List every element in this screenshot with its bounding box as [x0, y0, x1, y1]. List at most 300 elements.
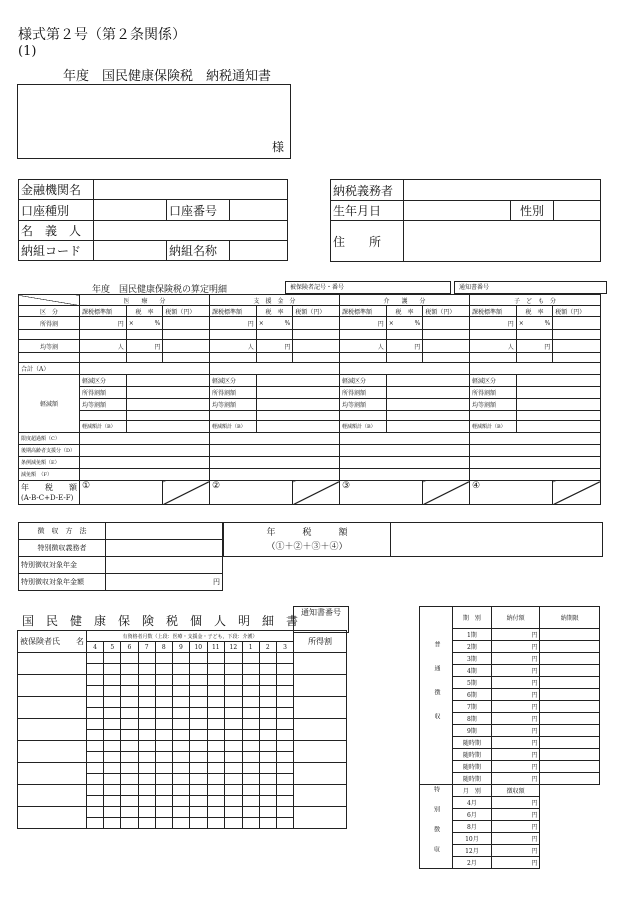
month-cell[interactable]	[225, 741, 243, 752]
month-cell[interactable]	[104, 708, 121, 719]
keigen-cell[interactable]	[256, 387, 339, 399]
period-due[interactable]	[540, 737, 600, 749]
month-cell[interactable]	[121, 697, 138, 708]
reduction-cell[interactable]	[469, 469, 600, 481]
month-cell[interactable]	[242, 752, 259, 763]
month-cell[interactable]	[190, 741, 208, 752]
income-split-cell[interactable]	[294, 741, 347, 763]
period-due[interactable]	[540, 677, 600, 689]
insured-name-cell[interactable]	[18, 697, 87, 719]
month-cell[interactable]	[155, 763, 172, 774]
month-cell[interactable]	[225, 730, 243, 741]
month-cell[interactable]	[225, 653, 243, 664]
month-cell[interactable]	[276, 697, 293, 708]
reduction-cell[interactable]	[339, 445, 469, 457]
month-cell[interactable]	[276, 730, 293, 741]
month-cell[interactable]	[207, 664, 225, 675]
keigen-cell[interactable]	[386, 421, 469, 433]
keigen-cell[interactable]	[126, 421, 209, 433]
month-cell[interactable]	[242, 719, 259, 730]
month-cell[interactable]	[138, 730, 155, 741]
month-cell[interactable]	[172, 796, 189, 807]
month-cell[interactable]	[242, 708, 259, 719]
month-cell[interactable]	[242, 763, 259, 774]
annual-total-field[interactable]	[392, 523, 602, 556]
keigen-cell[interactable]	[516, 421, 600, 433]
month-amount[interactable]: 円	[491, 821, 540, 833]
tax-cell[interactable]	[553, 317, 601, 330]
month-cell[interactable]	[276, 686, 293, 697]
month-cell[interactable]	[155, 774, 172, 785]
month-cell[interactable]	[87, 675, 104, 686]
month-cell[interactable]	[87, 653, 104, 664]
keigen-cell[interactable]	[126, 375, 209, 387]
month-cell[interactable]	[87, 763, 104, 774]
insured-number-box[interactable]	[285, 281, 451, 294]
month-cell[interactable]	[138, 686, 155, 697]
reduction-cell[interactable]	[80, 433, 210, 445]
month-cell[interactable]	[138, 697, 155, 708]
month-cell[interactable]	[225, 708, 243, 719]
month-cell[interactable]	[138, 807, 155, 818]
month-cell[interactable]	[172, 697, 189, 708]
month-cell[interactable]	[207, 741, 225, 752]
keigen-cell[interactable]	[126, 387, 209, 399]
annual-tax-3[interactable]	[339, 481, 422, 505]
yen-cell[interactable]: 円	[256, 340, 293, 353]
period-due[interactable]	[540, 761, 600, 773]
month-cell[interactable]	[276, 752, 293, 763]
special-duty-field[interactable]	[106, 540, 223, 557]
month-cell[interactable]	[87, 697, 104, 708]
month-cell[interactable]	[121, 741, 138, 752]
month-cell[interactable]	[207, 752, 225, 763]
month-cell[interactable]	[225, 675, 243, 686]
month-cell[interactable]	[155, 785, 172, 796]
period-due[interactable]	[540, 701, 600, 713]
period-due[interactable]	[540, 665, 600, 677]
month-cell[interactable]	[259, 686, 276, 697]
month-cell[interactable]	[172, 741, 189, 752]
annual-tax-1[interactable]	[80, 481, 163, 505]
month-cell[interactable]	[225, 796, 243, 807]
month-cell[interactable]	[259, 719, 276, 730]
month-cell[interactable]	[225, 686, 243, 697]
holder-field[interactable]	[94, 221, 288, 241]
month-cell[interactable]	[190, 752, 208, 763]
month-cell[interactable]	[155, 741, 172, 752]
month-cell[interactable]	[104, 774, 121, 785]
month-cell[interactable]	[121, 774, 138, 785]
month-cell[interactable]	[276, 675, 293, 686]
month-cell[interactable]	[104, 719, 121, 730]
month-cell[interactable]	[242, 686, 259, 697]
month-cell[interactable]	[190, 653, 208, 664]
reduction-cell[interactable]	[469, 445, 600, 457]
total-cell[interactable]	[469, 363, 600, 375]
period-amount[interactable]: 円	[491, 737, 540, 749]
period-amount[interactable]: 円	[491, 665, 540, 677]
total-cell[interactable]	[209, 363, 339, 375]
month-cell[interactable]	[138, 796, 155, 807]
period-amount[interactable]: 円	[491, 713, 540, 725]
month-cell[interactable]	[242, 675, 259, 686]
month-cell[interactable]	[190, 730, 208, 741]
period-amount[interactable]: 円	[491, 653, 540, 665]
month-cell[interactable]	[87, 807, 104, 818]
month-cell[interactable]	[104, 730, 121, 741]
yen-cell[interactable]: 円	[386, 340, 423, 353]
month-cell[interactable]	[259, 708, 276, 719]
month-cell[interactable]	[242, 818, 259, 829]
month-cell[interactable]	[138, 664, 155, 675]
tax-cell[interactable]	[423, 317, 470, 330]
month-cell[interactable]	[155, 796, 172, 807]
reduction-cell[interactable]	[339, 457, 469, 469]
month-cell[interactable]	[190, 807, 208, 818]
month-cell[interactable]	[259, 774, 276, 785]
month-cell[interactable]	[121, 807, 138, 818]
annual-tax-4[interactable]	[469, 481, 552, 505]
yen-cell[interactable]: 円	[80, 317, 127, 330]
month-cell[interactable]	[242, 796, 259, 807]
month-cell[interactable]	[121, 752, 138, 763]
period-due[interactable]	[540, 749, 600, 761]
month-cell[interactable]	[121, 653, 138, 664]
month-cell[interactable]	[259, 763, 276, 774]
month-cell[interactable]	[104, 664, 121, 675]
month-cell[interactable]	[121, 730, 138, 741]
insured-name-cell[interactable]	[18, 653, 87, 675]
month-cell[interactable]	[190, 818, 208, 829]
yen-cell[interactable]: 円	[209, 317, 256, 330]
month-cell[interactable]	[87, 785, 104, 796]
month-cell[interactable]	[172, 774, 189, 785]
month-cell[interactable]	[225, 785, 243, 796]
month-cell[interactable]	[87, 741, 104, 752]
rate-cell[interactable]	[126, 317, 163, 330]
month-cell[interactable]	[225, 807, 243, 818]
reduction-cell[interactable]	[469, 457, 600, 469]
income-split-cell[interactable]	[294, 675, 347, 697]
person-cell[interactable]: 人	[469, 340, 516, 353]
notice-number-box[interactable]	[454, 281, 607, 294]
month-cell[interactable]	[276, 774, 293, 785]
month-cell[interactable]	[207, 785, 225, 796]
month-cell[interactable]	[155, 719, 172, 730]
month-cell[interactable]	[242, 664, 259, 675]
reduction-cell[interactable]	[209, 469, 339, 481]
tax-cell[interactable]	[423, 340, 470, 353]
month-cell[interactable]	[121, 675, 138, 686]
month-cell[interactable]	[172, 686, 189, 697]
month-cell[interactable]	[242, 774, 259, 785]
yen-cell[interactable]: 円	[516, 340, 553, 353]
person-cell[interactable]: 人	[80, 340, 127, 353]
month-cell[interactable]	[276, 763, 293, 774]
keigen-cell[interactable]	[256, 421, 339, 433]
income-split-cell[interactable]	[294, 763, 347, 785]
bank-field[interactable]	[94, 180, 288, 200]
month-cell[interactable]	[138, 653, 155, 664]
month-cell[interactable]	[155, 697, 172, 708]
period-due[interactable]	[540, 725, 600, 737]
month-cell[interactable]	[104, 697, 121, 708]
gender-field[interactable]	[554, 201, 601, 221]
month-cell[interactable]	[87, 752, 104, 763]
month-cell[interactable]	[87, 796, 104, 807]
rate-cell[interactable]	[516, 317, 553, 330]
month-cell[interactable]	[172, 818, 189, 829]
month-cell[interactable]	[259, 785, 276, 796]
month-cell[interactable]	[259, 796, 276, 807]
insured-name-cell[interactable]	[18, 785, 87, 807]
period-amount[interactable]: 円	[491, 701, 540, 713]
reduction-cell[interactable]	[80, 445, 210, 457]
month-cell[interactable]	[276, 785, 293, 796]
month-cell[interactable]	[104, 796, 121, 807]
month-cell[interactable]	[207, 796, 225, 807]
keigen-cell[interactable]	[386, 387, 469, 399]
month-cell[interactable]	[155, 675, 172, 686]
month-cell[interactable]	[276, 719, 293, 730]
keigen-cell[interactable]	[516, 387, 600, 399]
month-cell[interactable]	[190, 697, 208, 708]
month-cell[interactable]	[138, 763, 155, 774]
month-cell[interactable]	[121, 785, 138, 796]
month-cell[interactable]	[242, 730, 259, 741]
keigen-cell[interactable]	[256, 375, 339, 387]
month-cell[interactable]	[121, 664, 138, 675]
month-cell[interactable]	[259, 697, 276, 708]
special-amount-field[interactable]: 円	[106, 574, 223, 591]
insured-name-cell[interactable]	[18, 741, 87, 763]
month-cell[interactable]	[172, 752, 189, 763]
income-split-cell[interactable]	[294, 807, 347, 829]
income-split-cell[interactable]	[294, 785, 347, 807]
month-cell[interactable]	[207, 730, 225, 741]
month-cell[interactable]	[259, 752, 276, 763]
income-split-cell[interactable]	[294, 653, 347, 675]
insured-name-cell[interactable]	[18, 675, 87, 697]
tax-cell[interactable]	[293, 340, 340, 353]
account-type-field[interactable]	[94, 200, 167, 221]
month-cell[interactable]	[138, 752, 155, 763]
month-cell[interactable]	[276, 818, 293, 829]
month-cell[interactable]	[172, 675, 189, 686]
month-cell[interactable]	[104, 785, 121, 796]
rate-cell[interactable]	[256, 317, 293, 330]
total-cell[interactable]	[339, 363, 469, 375]
insured-name-cell[interactable]	[18, 719, 87, 741]
person-cell[interactable]: 人	[209, 340, 256, 353]
month-cell[interactable]	[276, 807, 293, 818]
keigen-cell[interactable]	[386, 375, 469, 387]
month-cell[interactable]	[138, 741, 155, 752]
tax-cell[interactable]	[293, 317, 340, 330]
month-cell[interactable]	[104, 675, 121, 686]
month-cell[interactable]	[225, 697, 243, 708]
group-code-field[interactable]	[94, 241, 167, 261]
address-box[interactable]	[17, 84, 291, 159]
month-cell[interactable]	[87, 719, 104, 730]
month-cell[interactable]	[104, 807, 121, 818]
insured-name-cell[interactable]	[18, 807, 87, 829]
month-cell[interactable]	[87, 708, 104, 719]
month-cell[interactable]	[121, 818, 138, 829]
special-pension-field[interactable]	[106, 557, 223, 574]
month-cell[interactable]	[242, 741, 259, 752]
month-cell[interactable]	[259, 653, 276, 664]
period-amount[interactable]: 円	[491, 749, 540, 761]
income-split-cell[interactable]	[294, 719, 347, 741]
month-cell[interactable]	[172, 785, 189, 796]
month-cell[interactable]	[138, 719, 155, 730]
month-cell[interactable]	[276, 653, 293, 664]
month-cell[interactable]	[155, 664, 172, 675]
month-cell[interactable]	[225, 774, 243, 785]
period-due[interactable]	[540, 773, 600, 785]
month-cell[interactable]	[172, 708, 189, 719]
month-cell[interactable]	[207, 774, 225, 785]
group-name-field[interactable]	[230, 241, 288, 261]
period-amount[interactable]: 円	[491, 761, 540, 773]
annual-tax-2[interactable]	[209, 481, 292, 505]
month-cell[interactable]	[190, 664, 208, 675]
month-cell[interactable]	[259, 818, 276, 829]
month-cell[interactable]	[242, 785, 259, 796]
insured-name-cell[interactable]	[18, 763, 87, 785]
reduction-cell[interactable]	[339, 433, 469, 445]
account-number-field[interactable]	[230, 200, 288, 221]
month-cell[interactable]	[276, 708, 293, 719]
month-cell[interactable]	[138, 675, 155, 686]
month-cell[interactable]	[190, 719, 208, 730]
period-amount[interactable]: 円	[491, 641, 540, 653]
month-cell[interactable]	[259, 730, 276, 741]
month-amount[interactable]: 円	[491, 833, 540, 845]
month-cell[interactable]	[225, 719, 243, 730]
month-cell[interactable]	[155, 708, 172, 719]
month-cell[interactable]	[121, 796, 138, 807]
month-cell[interactable]	[190, 774, 208, 785]
month-cell[interactable]	[87, 818, 104, 829]
month-cell[interactable]	[121, 686, 138, 697]
keigen-cell[interactable]	[516, 375, 600, 387]
month-cell[interactable]	[172, 664, 189, 675]
month-cell[interactable]	[225, 752, 243, 763]
period-amount[interactable]: 円	[491, 773, 540, 785]
month-cell[interactable]	[259, 741, 276, 752]
month-cell[interactable]	[225, 664, 243, 675]
month-cell[interactable]	[225, 818, 243, 829]
taxpayer-field[interactable]	[404, 180, 601, 201]
period-amount[interactable]: 円	[491, 689, 540, 701]
month-cell[interactable]	[104, 741, 121, 752]
reduction-cell[interactable]	[209, 445, 339, 457]
month-cell[interactable]	[276, 664, 293, 675]
reduction-cell[interactable]	[339, 469, 469, 481]
month-cell[interactable]	[259, 675, 276, 686]
month-cell[interactable]	[190, 686, 208, 697]
month-cell[interactable]	[104, 686, 121, 697]
month-cell[interactable]	[259, 807, 276, 818]
month-cell[interactable]	[155, 686, 172, 697]
month-cell[interactable]	[225, 763, 243, 774]
month-amount[interactable]: 円	[491, 797, 540, 809]
income-split-cell[interactable]	[294, 697, 347, 719]
month-cell[interactable]	[155, 752, 172, 763]
month-cell[interactable]	[207, 719, 225, 730]
personal-notice-box[interactable]	[293, 606, 349, 633]
period-due[interactable]	[540, 629, 600, 641]
keigen-cell[interactable]	[516, 399, 600, 411]
month-cell[interactable]	[121, 719, 138, 730]
birth-field[interactable]	[404, 201, 511, 221]
reduction-cell[interactable]	[209, 457, 339, 469]
period-due[interactable]	[540, 689, 600, 701]
month-cell[interactable]	[104, 763, 121, 774]
keigen-cell[interactable]	[126, 399, 209, 411]
month-cell[interactable]	[207, 697, 225, 708]
month-cell[interactable]	[104, 653, 121, 664]
month-cell[interactable]	[207, 708, 225, 719]
month-cell[interactable]	[242, 807, 259, 818]
month-cell[interactable]	[242, 653, 259, 664]
month-cell[interactable]	[207, 807, 225, 818]
month-cell[interactable]	[155, 807, 172, 818]
reduction-cell[interactable]	[80, 457, 210, 469]
month-cell[interactable]	[276, 796, 293, 807]
month-cell[interactable]	[190, 708, 208, 719]
method-field[interactable]	[106, 523, 223, 540]
period-due[interactable]	[540, 641, 600, 653]
month-cell[interactable]	[207, 686, 225, 697]
month-cell[interactable]	[172, 730, 189, 741]
month-cell[interactable]	[207, 818, 225, 829]
period-amount[interactable]: 円	[491, 677, 540, 689]
month-cell[interactable]	[276, 741, 293, 752]
month-cell[interactable]	[190, 785, 208, 796]
month-cell[interactable]	[259, 664, 276, 675]
month-cell[interactable]	[121, 763, 138, 774]
month-cell[interactable]	[155, 730, 172, 741]
month-cell[interactable]	[87, 686, 104, 697]
month-cell[interactable]	[190, 796, 208, 807]
month-cell[interactable]	[104, 818, 121, 829]
tax-cell[interactable]	[553, 340, 601, 353]
period-amount[interactable]: 円	[491, 629, 540, 641]
month-cell[interactable]	[87, 664, 104, 675]
month-cell[interactable]	[155, 653, 172, 664]
month-cell[interactable]	[172, 763, 189, 774]
reduction-cell[interactable]	[209, 433, 339, 445]
tax-cell[interactable]	[163, 340, 210, 353]
period-amount[interactable]: 円	[491, 725, 540, 737]
month-cell[interactable]	[207, 675, 225, 686]
month-amount[interactable]: 円	[491, 809, 540, 821]
yen-cell[interactable]: 円	[469, 317, 516, 330]
month-cell[interactable]	[138, 818, 155, 829]
month-cell[interactable]	[104, 752, 121, 763]
month-cell[interactable]	[87, 774, 104, 785]
month-cell[interactable]	[242, 697, 259, 708]
month-cell[interactable]	[172, 653, 189, 664]
rate-cell[interactable]	[386, 317, 423, 330]
month-cell[interactable]	[172, 807, 189, 818]
month-amount[interactable]: 円	[491, 857, 540, 869]
month-cell[interactable]	[155, 818, 172, 829]
